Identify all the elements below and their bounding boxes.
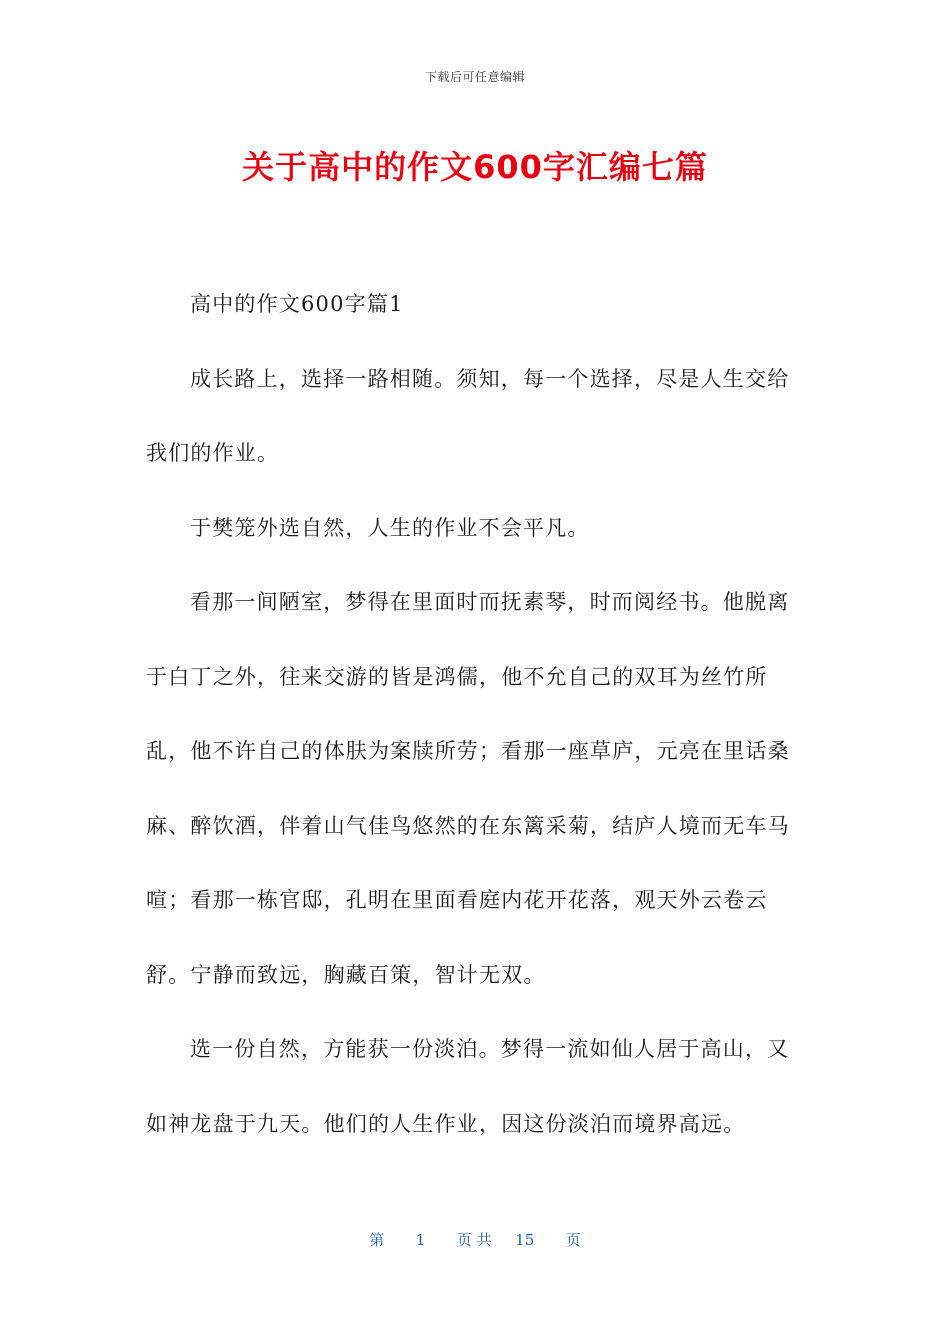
current-page-number: 1 bbox=[415, 1231, 426, 1249]
page-label-prefix: 第 bbox=[369, 1231, 385, 1249]
document-body bbox=[146, 267, 806, 1161]
page-label-suffix: 页 bbox=[565, 1231, 581, 1249]
document-title: 关于高中的作文600字汇编七篇 bbox=[242, 148, 708, 186]
paragraph: 成长路上，选择一路相随。须知，每一个选择，尽是人生交给我们的作业。 bbox=[146, 366, 790, 465]
header-note: 下载后可任意编辑 bbox=[424, 70, 525, 84]
page-footer bbox=[0, 1229, 950, 1250]
paragraph: 选一份自然，方能获一份淡泊。梦得一流如仙人居于高山，又如神龙盘于九天。他们的人生作业，因这份淡泊而境界高远。 bbox=[146, 1037, 790, 1136]
total-pages-number: 15 bbox=[515, 1231, 535, 1249]
section-heading: 高中的作文600字篇1 bbox=[190, 292, 404, 316]
paragraph: 于樊笼外选自然，人生的作业不会平凡。 bbox=[190, 515, 590, 540]
page-label-mid: 页 共 bbox=[456, 1231, 492, 1249]
paragraph: 看那一间陋室，梦得在里面时而抚素琴，时而阅经书。他脱离于白丁之外，往来交游的皆是鸿儒，他不允自己的双耳为丝竹所乱，他不许自己的体肤为案牍所劳；看那一座草庐，元亮在里话桑麻、醉饮酒，伴着山气佳鸟悠然的在东篱采菊，结庐人境而无车马喧；看那一栋官邸，孔明在里面看庭内花开花落，观天外云卷云舒。宁静而致远，胸藏百策，智计无双。 bbox=[146, 590, 790, 987]
